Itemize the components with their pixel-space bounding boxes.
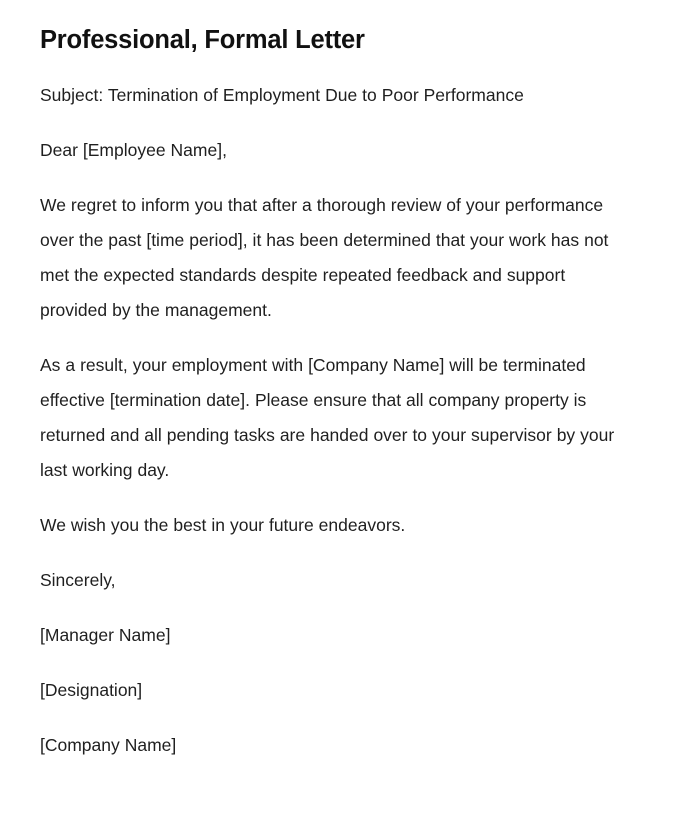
signature-manager-name: [Manager Name] — [40, 625, 171, 645]
signature-designation: [Designation] — [40, 680, 143, 700]
body-paragraph-2: As a result, your employment with [Company Name] will be terminated effective [termination date]. Please ensure that all company property is returned and all pending tasks are handed over to your supervisor by your last working day. — [40, 355, 615, 480]
page-title: Professional, Formal Letter — [40, 26, 365, 54]
salutation: Dear [Employee Name], — [40, 140, 227, 160]
closing: Sincerely, — [40, 570, 116, 590]
body-paragraph-1: We regret to inform you that after a thorough review of your performance over the past [time period], it has been determined that your work has not met the expected standards despite repeated feedback and support provided by the management. — [40, 195, 609, 320]
subject-line: Subject: Termination of Employment Due to Poor Performance — [40, 85, 524, 105]
signature-company-name: [Company Name] — [40, 735, 177, 755]
body-paragraph-3: We wish you the best in your future endeavors. — [40, 515, 406, 535]
